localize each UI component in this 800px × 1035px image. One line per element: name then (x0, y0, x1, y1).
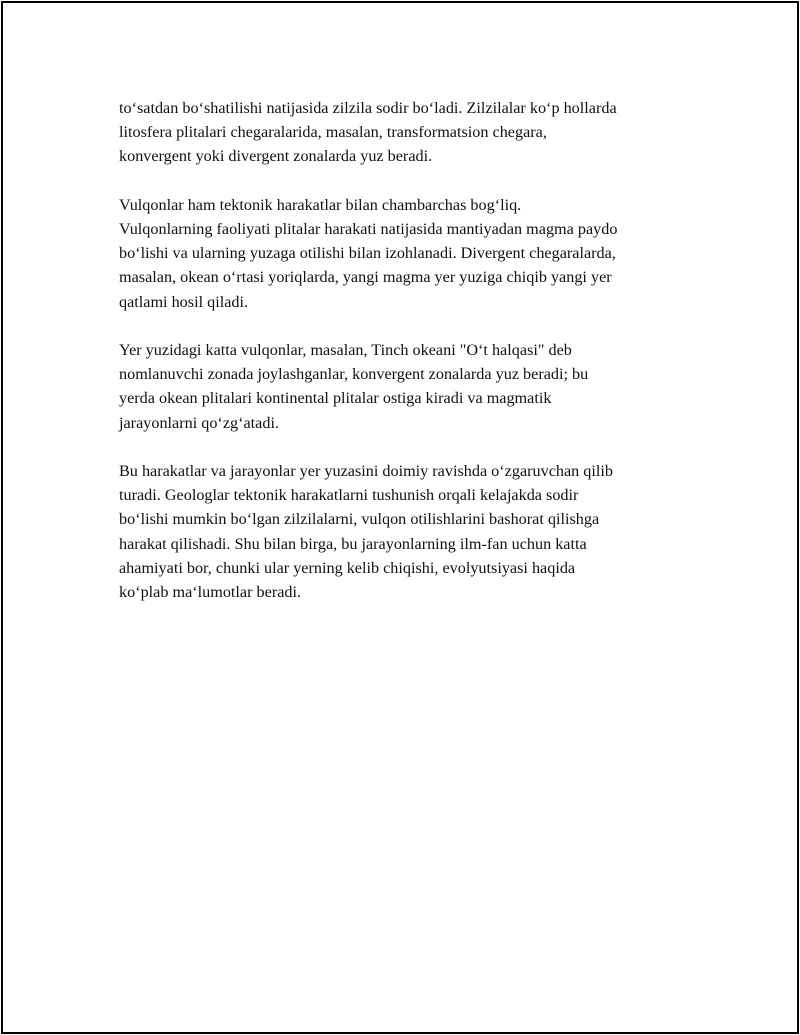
text-line: Bu harakatlar va jarayonlar yer yuzasini doimiy ravishda o‘zgaruvchan qilib (119, 462, 613, 480)
paragraph-volcanoes (119, 193, 699, 314)
text-line: turadi. Geologlar tektonik harakatlarni tushunish orqali kelajakda sodir (119, 486, 579, 505)
text-line: nomlanuvchi zonada joylashganlar, konvergent zonalarda yuz beradi; bu (119, 365, 589, 384)
text-line: jarayonlarni qo‘zg‘atadi. (119, 413, 280, 432)
document-body (119, 96, 699, 628)
text-line: Yer yuzidagi katta vulqonlar, masalan, Tinch okeani "O‘t halqasi" deb (119, 341, 572, 359)
text-line: ko‘plab ma‘lumotlar beradi. (119, 583, 302, 602)
document-page (1, 1, 799, 1034)
text-line: ahamiyati bor, chunki ular yerning kelib chiqishi, evolyutsiyasi haqida (119, 558, 576, 577)
paragraph-earthquakes (119, 96, 699, 169)
text-line: bo‘lishi mumkin bo‘lgan zilzilalarni, vulqon otilishlarini bashorat qilishga (119, 510, 600, 529)
text-line: to‘satdan bo‘shatilishi natijasida zilzila sodir bo‘ladi. Zilzilalar ko‘p hollarda (119, 99, 617, 117)
text-line: litosfera plitalari chegaralarida, masalan, transformatsion chegara, (119, 123, 547, 142)
paragraph-conclusion (119, 459, 699, 604)
paragraph-ring-of-fire (119, 338, 699, 435)
text-line: bo‘lishi va ularning yuzaga otilishi bilan izohlanadi. Divergent chegaralarda, (119, 244, 616, 263)
text-line: masalan, okean o‘rtasi yoriqlarda, yangi magma yer yuziga chiqib yangi yer (119, 268, 612, 287)
text-line: Vulqonlarning faoliyati plitalar harakati natijasida mantiyadan magma paydo (119, 220, 618, 238)
text-line: konvergent yoki divergent zonalarda yuz beradi. (119, 147, 433, 166)
text-line: Vulqonlar ham tektonik harakatlar bilan chambarchas bog‘liq. (119, 195, 522, 214)
text-line: harakat qilishadi. Shu bilan birga, bu jarayonlarning ilm-fan uchun katta (119, 534, 587, 553)
text-line: qatlami hosil qiladi. (119, 292, 249, 311)
text-line: yerda okean plitalari kontinental plitalar ostiga kiradi va magmatik (119, 389, 552, 408)
